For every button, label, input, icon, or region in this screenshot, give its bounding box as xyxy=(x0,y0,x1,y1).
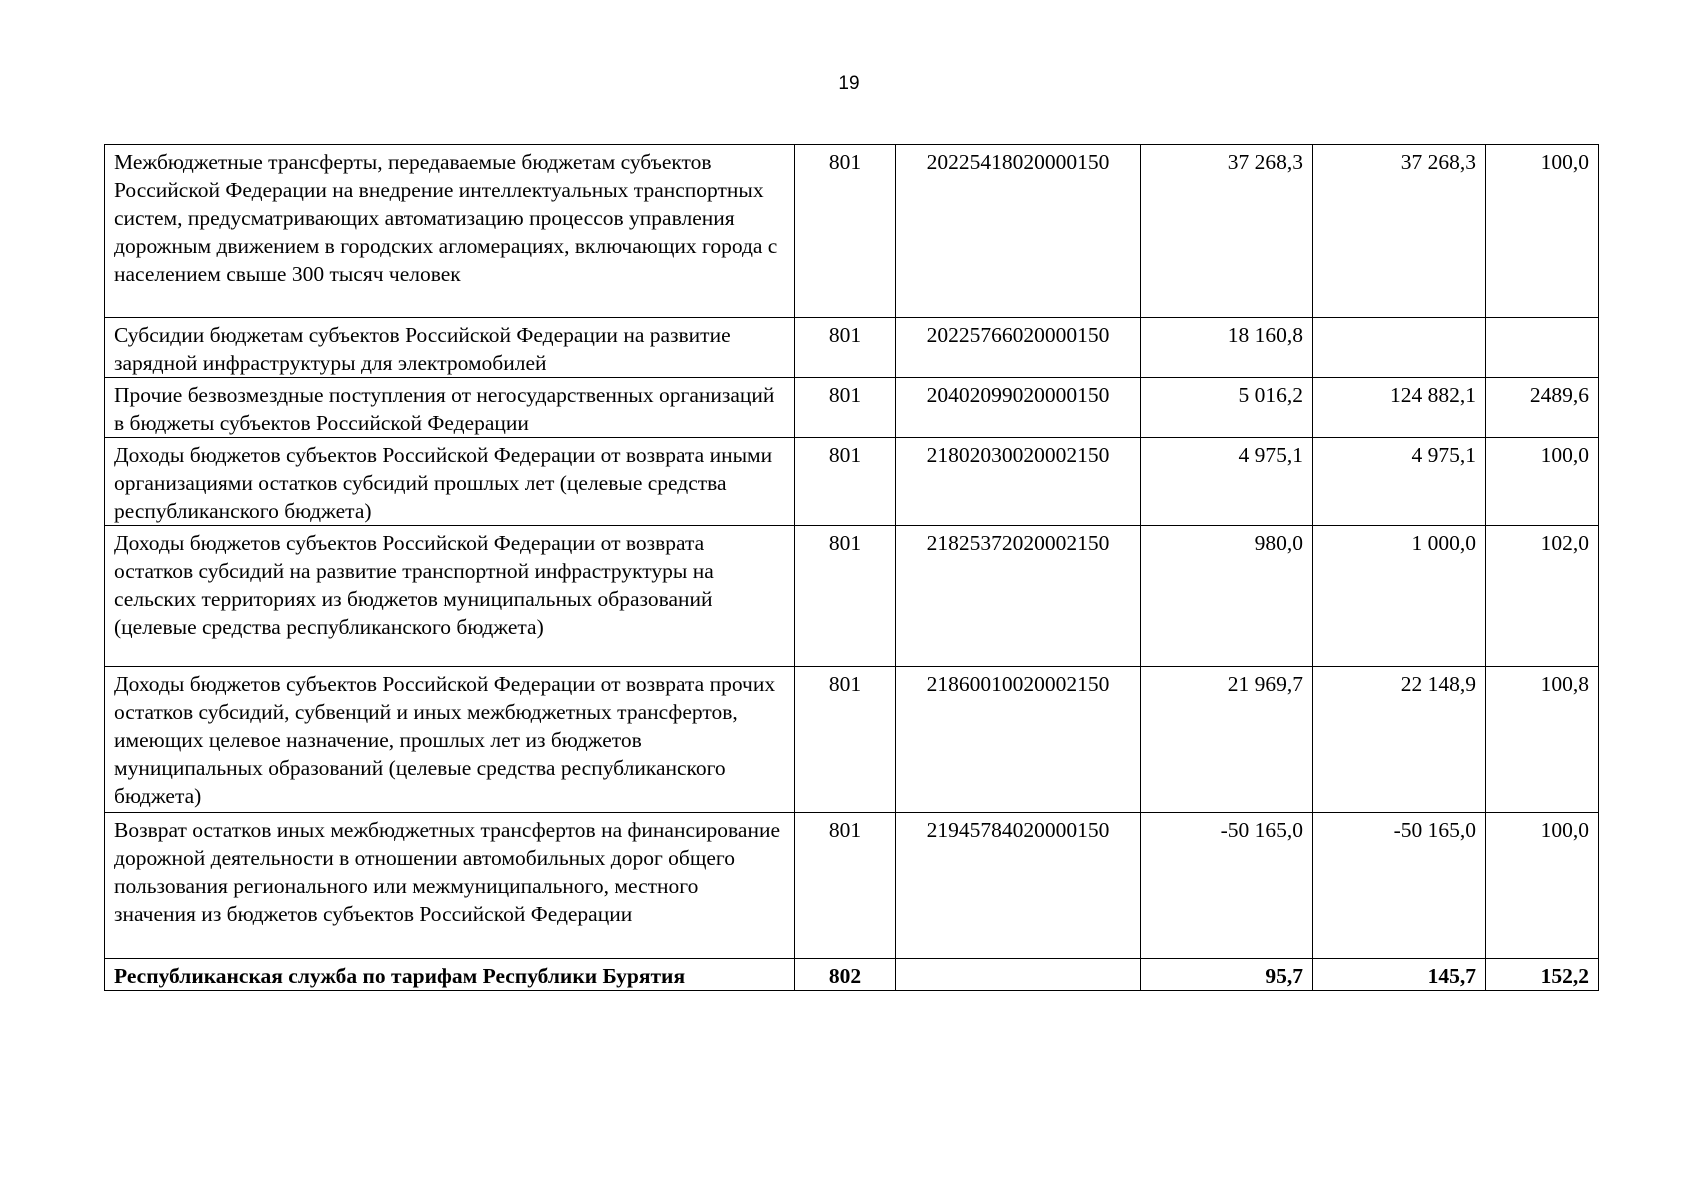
table-row xyxy=(105,145,1599,318)
row-admin-code: 801 xyxy=(795,813,896,959)
row-fact-value: 1 000,0 xyxy=(1313,526,1486,667)
row-name: Прочие безвозмездные поступления от негосударственных организаций в бюджеты субъектов Российской Федерации xyxy=(105,378,795,438)
row-fact-value: 37 268,3 xyxy=(1313,145,1486,318)
row-fact-value: 4 975,1 xyxy=(1313,438,1486,526)
row-plan-value: 980,0 xyxy=(1141,526,1313,667)
row-budget-code: 20225766020000150 xyxy=(896,318,1141,378)
row-admin-code: 801 xyxy=(795,318,896,378)
row-budget-code: 20225418020000150 xyxy=(896,145,1141,318)
row-budget-code: 21825372020002150 xyxy=(896,526,1141,667)
page-number: 19 xyxy=(838,73,860,94)
row-admin-code: 801 xyxy=(795,667,896,813)
row-plan-value: -50 165,0 xyxy=(1141,813,1313,959)
row-budget-code: 21802030020002150 xyxy=(896,438,1141,526)
row-percent: 100,0 xyxy=(1486,438,1599,526)
total-fact-value: 145,7 xyxy=(1313,959,1486,991)
table-row-total xyxy=(105,959,1599,991)
row-plan-value: 5 016,2 xyxy=(1141,378,1313,438)
row-budget-code: 21945784020000150 xyxy=(896,813,1141,959)
row-plan-value: 21 969,7 xyxy=(1141,667,1313,813)
table-row xyxy=(105,438,1599,526)
row-budget-code: 20402099020000150 xyxy=(896,378,1141,438)
table-row xyxy=(105,378,1599,438)
total-percent: 152,2 xyxy=(1486,959,1599,991)
row-percent: 100,8 xyxy=(1486,667,1599,813)
row-name: Доходы бюджетов субъектов Российской Федерации от возврата остатков субсидий на развитие транспортной инфраструктуры на сельских территориях из бюджетов муниципальных образований (целевые средства республиканского бюджета) xyxy=(105,526,795,667)
row-plan-value: 18 160,8 xyxy=(1141,318,1313,378)
table-row xyxy=(105,318,1599,378)
row-percent xyxy=(1486,318,1599,378)
row-admin-code: 801 xyxy=(795,526,896,667)
total-budget-code xyxy=(896,959,1141,991)
row-percent: 100,0 xyxy=(1486,145,1599,318)
row-percent: 100,0 xyxy=(1486,813,1599,959)
total-plan-value: 95,7 xyxy=(1141,959,1313,991)
row-fact-value: -50 165,0 xyxy=(1313,813,1486,959)
row-admin-code: 801 xyxy=(795,378,896,438)
row-fact-value: 124 882,1 xyxy=(1313,378,1486,438)
table-row xyxy=(105,526,1599,667)
row-percent: 2489,6 xyxy=(1486,378,1599,438)
row-name: Межбюджетные трансферты, передаваемые бюджетам субъектов Российской Федерации на внедрение интеллектуальных транспортных систем, предусматривающих автоматизацию процессов управления дорожным движением в городских агломерациях, включающих города с населением свыше 300 тысяч человек xyxy=(105,145,795,318)
total-admin-code: 802 xyxy=(795,959,896,991)
row-plan-value: 37 268,3 xyxy=(1141,145,1313,318)
table-row xyxy=(105,667,1599,813)
row-name: Возврат остатков иных межбюджетных трансфертов на финансирование дорожной деятельности в отношении автомобильных дорог общего пользования регионального или межмуниципального, местного значения из бюджетов субъектов Российской Федерации xyxy=(105,813,795,959)
row-budget-code: 21860010020002150 xyxy=(896,667,1141,813)
budget-table xyxy=(104,144,1599,991)
row-name: Субсидии бюджетам субъектов Российской Федерации на развитие зарядной инфраструктуры для электромобилей xyxy=(105,318,795,378)
row-percent: 102,0 xyxy=(1486,526,1599,667)
row-admin-code: 801 xyxy=(795,438,896,526)
row-plan-value: 4 975,1 xyxy=(1141,438,1313,526)
row-name: Доходы бюджетов субъектов Российской Федерации от возврата прочих остатков субсидий, субвенций и иных межбюджетных трансфертов, имеющих целевое назначение, прошлых лет из бюджетов муниципальных образований (целевые средства республиканского бюджета) xyxy=(105,667,795,813)
total-name: Республиканская служба по тарифам Республики Бурятия xyxy=(105,959,795,991)
row-fact-value: 22 148,9 xyxy=(1313,667,1486,813)
row-fact-value xyxy=(1313,318,1486,378)
row-name: Доходы бюджетов субъектов Российской Федерации от возврата иными организациями остатков субсидий прошлых лет (целевые средства республиканского бюджета) xyxy=(105,438,795,526)
table-row xyxy=(105,813,1599,959)
row-admin-code: 801 xyxy=(795,145,896,318)
